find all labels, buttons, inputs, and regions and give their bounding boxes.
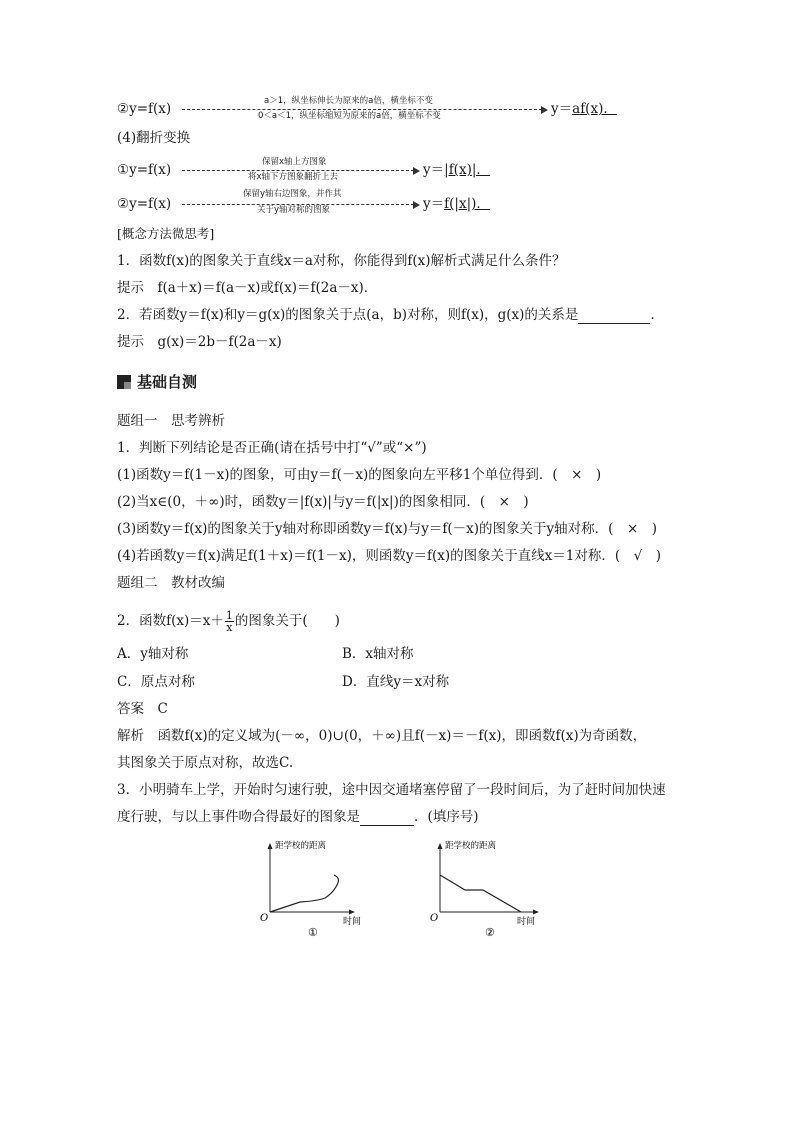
group1-question-1: 1．判断下列结论是否正确(请在括号中打“√”或“×”) xyxy=(117,440,427,456)
answer-blank xyxy=(578,309,650,324)
graph-1-x-arrow xyxy=(349,910,355,915)
flip-title: (4)翻折变换 xyxy=(117,130,191,146)
judge-item-1: (1)函数y＝f(1－x)的图象，可由y＝f(－x)的图象向左平移1个单位得到．( × ) xyxy=(117,467,602,483)
graph-2 xyxy=(425,835,545,940)
flip1-result: y＝|f(x)|． xyxy=(423,162,490,178)
graph-2-y-arrow xyxy=(438,843,443,849)
graph-1-origin: O xyxy=(260,913,269,924)
flip1-condition-bottom: 将x轴下方图象翻折上去 xyxy=(248,172,339,182)
section-heading xyxy=(117,371,197,392)
graph-2-caption: ② xyxy=(485,926,495,939)
flip1-source-label: ①y=f(x) xyxy=(117,162,172,178)
group1-title: 题组一 思考辨析 xyxy=(117,413,225,429)
graph-1-ylabel: 距学校的距离 xyxy=(275,841,327,851)
question-3-line-2: 度行驶，与以上事件吻合得最好的图象是 ．(填序号) xyxy=(117,809,479,825)
stretch-answer: af(x)． xyxy=(572,101,617,117)
judge-item-3: (3)函数y＝f(x)的图象关于y轴对称即函数y＝f(x)与y＝f(－x)的图象关于y轴对称．( × ) xyxy=(117,521,658,537)
concept-question-2: 2．若函数y＝f(x)和y＝g(x)的图象关于点(a，b)对称，则f(x)，g(x)的关系是 ． xyxy=(117,307,664,323)
flip2-answer: f(|x|)． xyxy=(444,196,490,212)
flip2-condition-bottom: 关于y轴对称的图象 xyxy=(257,205,331,215)
graph-2-curve xyxy=(440,875,521,912)
stretch-condition-top: a＞1，纵坐标伸长为原来的a倍，横坐标不变 xyxy=(264,96,433,106)
answer-text: 答案 C xyxy=(117,701,168,717)
graph-1-xlabel: 时间 xyxy=(343,917,362,927)
flip2-condition-top: 保留y轴右边图象，并作其 xyxy=(243,189,342,199)
flip1-condition-top: 保留x轴上方图象 xyxy=(262,157,327,167)
graph-2-origin: O xyxy=(430,913,439,924)
group2-question-2: 2．函数f(x)＝x＋ $\frac{1}{x}$ 的图象关于( ) xyxy=(117,609,340,634)
graph-1-caption: ① xyxy=(308,926,318,939)
stretch-source-label: ②y=f(x) xyxy=(117,101,172,117)
option-b: B．x轴对称 xyxy=(342,646,414,662)
flip1-dashed-arrow xyxy=(182,170,414,171)
analysis-line-1: 解析 函数f(x)的定义域为(－∞，0)∪(0，＋∞)且f(－x)＝－f(x)，即函数f(x)为奇函数， xyxy=(117,728,647,744)
concept-hint-1: 提示 f(a＋x)＝f(a－x)或f(x)＝f(2a－x)． xyxy=(117,280,378,296)
judge-item-4: (4)若函数y＝f(x)满足f(1＋x)＝f(1－x)，则函数y＝f(x)的图象关于直线x＝1对称．( √ ) xyxy=(117,548,661,564)
graph-2-x-arrow xyxy=(533,910,539,915)
flip2-source-label: ②y=f(x) xyxy=(117,196,172,212)
section-square-icon xyxy=(117,375,131,389)
graph-1 xyxy=(255,835,375,940)
flip1-answer: |f(x)|． xyxy=(444,162,490,178)
analysis-line-2: 其图象关于原点对称，故选C. xyxy=(117,755,294,771)
stretch-dashed-arrow xyxy=(182,109,542,110)
graph-2-ylabel: 距学校的距离 xyxy=(445,841,497,851)
option-d: D．直线y＝x对称 xyxy=(342,674,450,690)
question-3-line-1: 3．小明骑车上学，开始时匀速行驶，途中因交通堵塞停留了一段时间后，为了赶时间加快速 xyxy=(117,782,666,798)
graph-1-y-arrow xyxy=(268,843,273,849)
group2-title: 题组二 教材改编 xyxy=(117,575,225,591)
stretch-result: y＝af(x)． xyxy=(551,101,617,117)
fraction: $\frac{1}{x}$ xyxy=(225,609,233,634)
concept-heading: [概念方法微思考] xyxy=(117,226,215,241)
concept-hint-2: 提示 g(x)＝2b－f(2a－x) xyxy=(117,334,282,350)
graph-2-xlabel: 时间 xyxy=(517,917,536,927)
option-a: A．y轴对称 xyxy=(117,646,189,662)
concept-question-1: 1．函数f(x)的图象关于直线x＝a对称，你能得到f(x)解析式满足什么条件？ xyxy=(117,253,566,269)
option-c: C．原点对称 xyxy=(117,674,195,690)
answer-blank xyxy=(360,811,414,826)
flip2-result: y＝f(|x|)． xyxy=(423,196,490,212)
judge-item-2: (2)当x∈(0，＋∞)时，函数y＝|f(x)|与y＝f(|x|)的图象相同．( × ) xyxy=(117,494,529,510)
section-title: 基础自测 xyxy=(137,373,198,391)
stretch-condition-bottom: 0＜a＜1，纵坐标缩短为原来的a倍，横坐标不变 xyxy=(258,111,441,121)
graph-1-curve xyxy=(270,875,338,912)
